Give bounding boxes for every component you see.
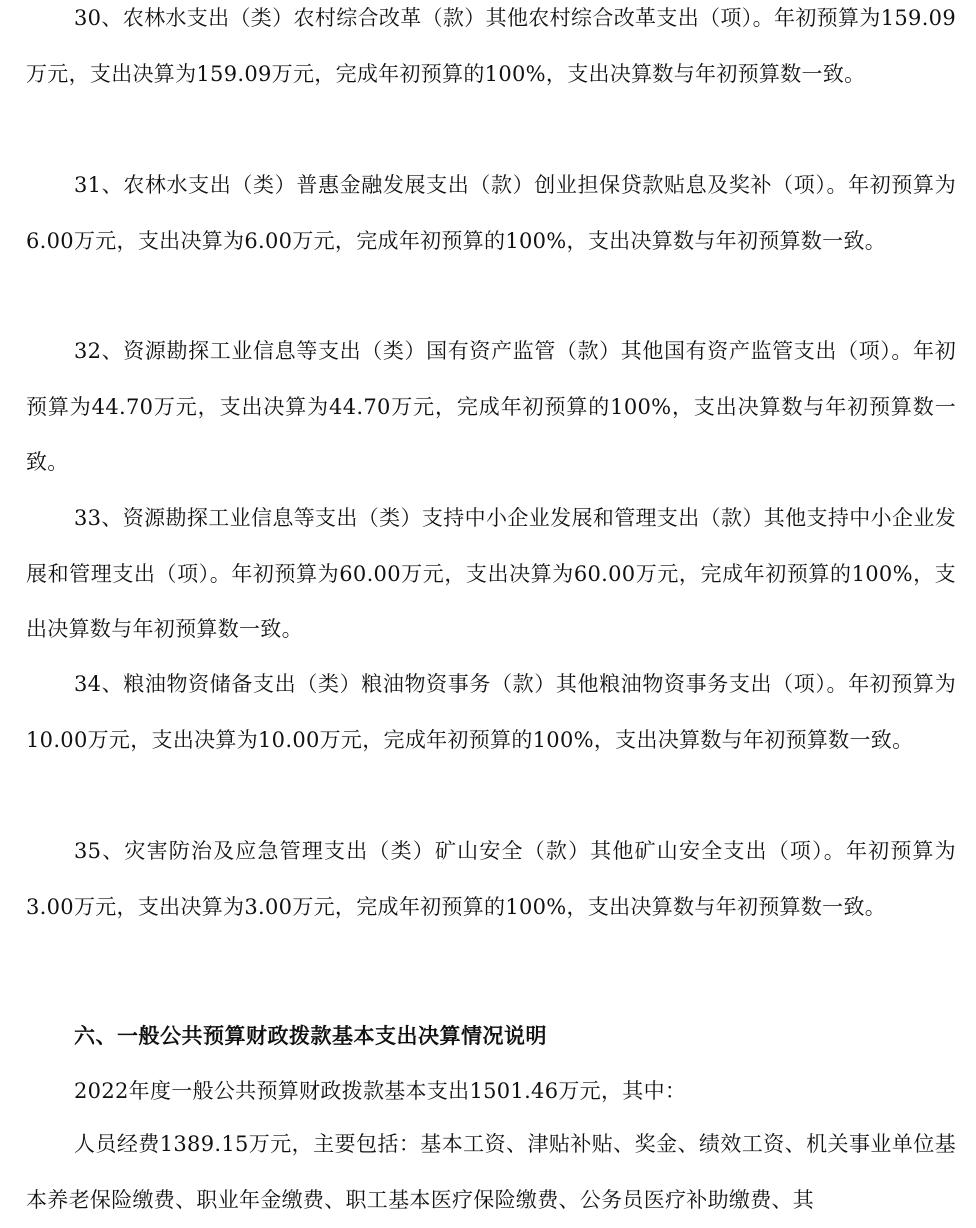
paragraph-item-31: 31、农林水支出（类）普惠金融发展支出（款）创业担保贷款贴息及奖补（项）。年初预算为6.00万元，支出决算为6.00万元，完成年初预算的100%，支出决算数与年初预算数一致。 bbox=[26, 173, 956, 253]
paragraph-personnel-expenses: 人员经费1389.15万元，主要包括：基本工资、津贴补贴、奖金、绩效工资、机关事业单位基本养老保险缴费、职业年金缴费、职工基本医疗保险缴费、公务员医疗补助缴费、其 bbox=[26, 1132, 956, 1212]
paragraph-item-33: 33、资源勘探工业信息等支出（类）支持中小企业发展和管理支出（款）其他支持中小企业发展和管理支出（项）。年初预算为60.00万元，支出决算为60.00万元，完成年初预算的100%，支出决算数与年初预算数一致。 bbox=[26, 506, 956, 642]
section-heading: 六、一般公共预算财政拨款基本支出决算情况说明 bbox=[74, 1024, 547, 1048]
section-intro: 2022年度一般公共预算财政拨款基本支出1501.46万元，其中： bbox=[74, 1079, 687, 1103]
paragraph-item-34: 34、粮油物资储备支出（类）粮油物资事务（款）其他粮油物资事务支出（项）。年初预算为10.00万元，支出决算为10.00万元，完成年初预算的100%，支出决算数与年初预算数一致。 bbox=[26, 672, 956, 752]
paragraph-item-30: 30、农林水支出（类）农村综合改革（款）其他农村综合改革支出（项）。年初预算为159.09万元，支出决算为159.09万元，完成年初预算的100%，支出决算数与年初预算数一致。 bbox=[26, 6, 956, 86]
paragraph-item-35: 35、灾害防治及应急管理支出（类）矿山安全（款）其他矿山安全支出（项）。年初预算为3.00万元，支出决算为3.00万元，完成年初预算的100%，支出决算数与年初预算数一致。 bbox=[26, 839, 956, 919]
paragraph-item-32: 32、资源勘探工业信息等支出（类）国有资产监管（款）其他国有资产监管支出（项）。年初预算为44.70万元，支出决算为44.70万元，完成年初预算的100%，支出决算数与年初预算数一致。 bbox=[26, 339, 956, 475]
